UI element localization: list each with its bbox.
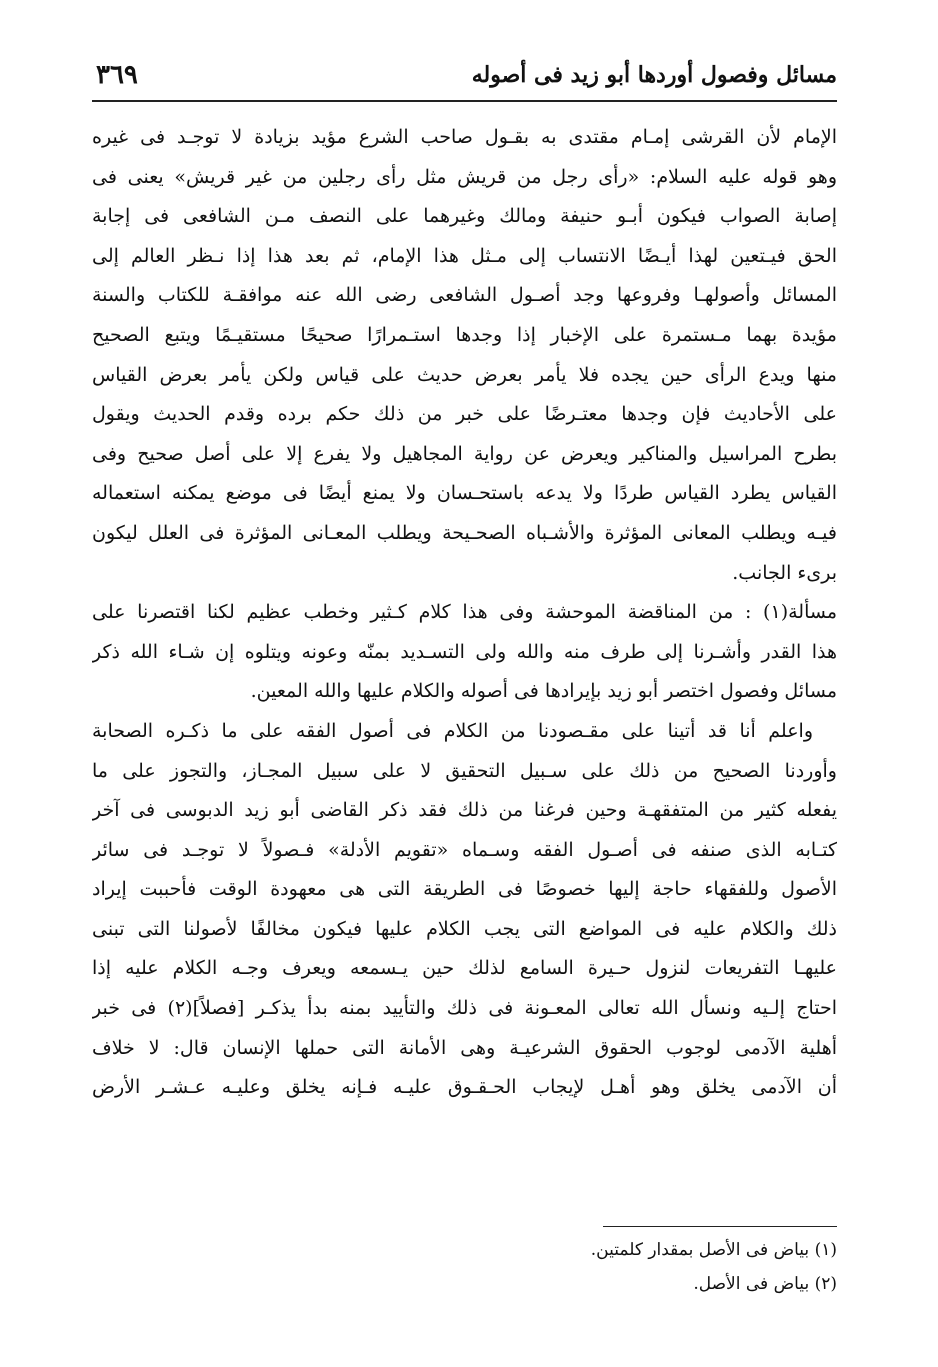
text-line: هذا القدر وأشـرنا إلى طرف منه والله ولى التسـديد بمنّه وعونه ويتلوه إن شـاء الله ذكر — [92, 640, 837, 663]
footnote-separator — [603, 1226, 837, 1227]
text-line: عليهـا التفريعات لنزول حـيرة السامع لذلك حين يـسمعه ويعرف وجـه الكلام عليه إذا — [92, 957, 837, 980]
text-line: فيـه ويطلب المعانى المؤثرة والأشـباه الصحـيحة ويطلب المعـانى المؤثرة فى العلل ليكون — [92, 521, 837, 544]
running-header — [92, 56, 837, 102]
text-line: إصابة الصواب فيكون أبـو حنيفة ومالك وغيرهما على النصف مـن الشافعى فى إجابة — [92, 205, 837, 228]
text-line: وأوردنا الصحيح من ذلك على سـبيل التحقيق لا على سبيل المجـاز، والتجوز على ما — [92, 759, 837, 782]
text-line: القياس يطرد القياس طردًا ولا يدعه باستحـسان ولا يمنع أيضًا فى موضع يمكنه استعماله — [92, 482, 837, 505]
text-line: وهو قوله عليه السلام: «رأى رجل من قريش مثل رأى رجلين من غير قريش» يعنى فى — [92, 165, 837, 188]
text-line: الأصول وللفقهاء حاجة إليها خصوصًا فى الطريقة التى هى معهودة الوقت فأحببت إيراد — [92, 878, 837, 901]
text-line: يفعله كثير من المتفقهـة وحين فرغنا من ذلك فقد ذكر القاضى أبو زيد الدبوسى فى آخر — [92, 799, 837, 822]
running-title: مسائل وفصول أوردها أبو زيد فى أصوله — [471, 62, 837, 88]
text-line: أن الآدمى يخلق وهو أهـل لإيجاب الحـقـوق عليـه فـإنه يخلق وعليـه عـشـر الأرض — [92, 1076, 837, 1099]
text-line: منها ويدع الرأى حين يجده فلا يأمر بعرض حديث على قياس ولكن يأمر بعرض القياس — [92, 363, 837, 386]
text-line: الحق فيـتعين لهذا أيـضًا الانتساب إلى مـثل هذا الإمام، ثم بعد هذا إذا نـظر العالم إلى — [92, 244, 837, 267]
footnotes — [92, 1233, 837, 1301]
main-text — [92, 118, 837, 1108]
page-number: ٣٦٩ — [96, 60, 138, 90]
text-line: الإمام لأن القرشى إمـام مقتدى به بقـول صاحب الشرع مؤيد بزيادة لا توجـد فى غيره — [92, 126, 837, 148]
text-line: على الأحاديث فإن وجدها معتـرضًا على خبر من ذلك حكم برده وقدم الحديث ويقول — [92, 403, 837, 426]
text-line: بطرح المراسيل والمناكير ويعرض عن رواية المجاهيل ولا يفرع إلا على أصل صحيح وفى — [92, 442, 837, 465]
footnote: (٢) بياض فى الأصل. — [693, 1274, 837, 1294]
text-line: واعلم أنا قد أتينا على مقـصودنا من الكلام فى أصول الفقه على ما ذكـره الصحابة — [92, 719, 813, 742]
footnote: (١) بياض فى الأصل بمقدار كلمتين. — [590, 1240, 837, 1260]
text-line: أهلية الآدمى لوجوب الحقوق الشرعيـة وهى الأمانة التى حملها الإنسان قال: لا خلاف — [92, 1036, 837, 1059]
text-line: مسائل وفصول اختصر أبو زيد بإيرادها فى أصوله والكلام عليها والله المعين. — [250, 680, 837, 703]
text-line: ذلك والكلام عليه فى المواضع التى يجب الكلام عليها فيكون مخالفًا لأصولنا التى تبنى — [92, 917, 837, 940]
text-line: المسائل وأصولهـا وفروعها وجد أصـول الشافعى رضى الله عنه موافقـة للكتاب والسنة — [92, 284, 837, 307]
text-line-masala: مسألة(١) : من المناقضة الموحشة وفى هذا كلام كـثير وخطب عظيم لكنا اقتصرنا على — [92, 601, 837, 624]
text-line: مؤيدة بهما مـستمرة على الإخبار إذا وجدها استـمرارًا صحيحًا مستقيـمًا ويتبع الصحيح — [92, 323, 837, 346]
text-line: كتـابه الذى صنفه فى أصـول الفقه وسـماه «تقويم الأدلة» فـصولاً لا توجـد فى سائر — [92, 838, 837, 861]
text-line: برىء الجانب. — [732, 561, 837, 584]
text-line: احتاج إلـيه ونسأل الله تعالى المعـونة فى ذلك والتأييد بمنه بدأ يذكـر [فصلاً](٢) فى خبر — [92, 997, 837, 1020]
